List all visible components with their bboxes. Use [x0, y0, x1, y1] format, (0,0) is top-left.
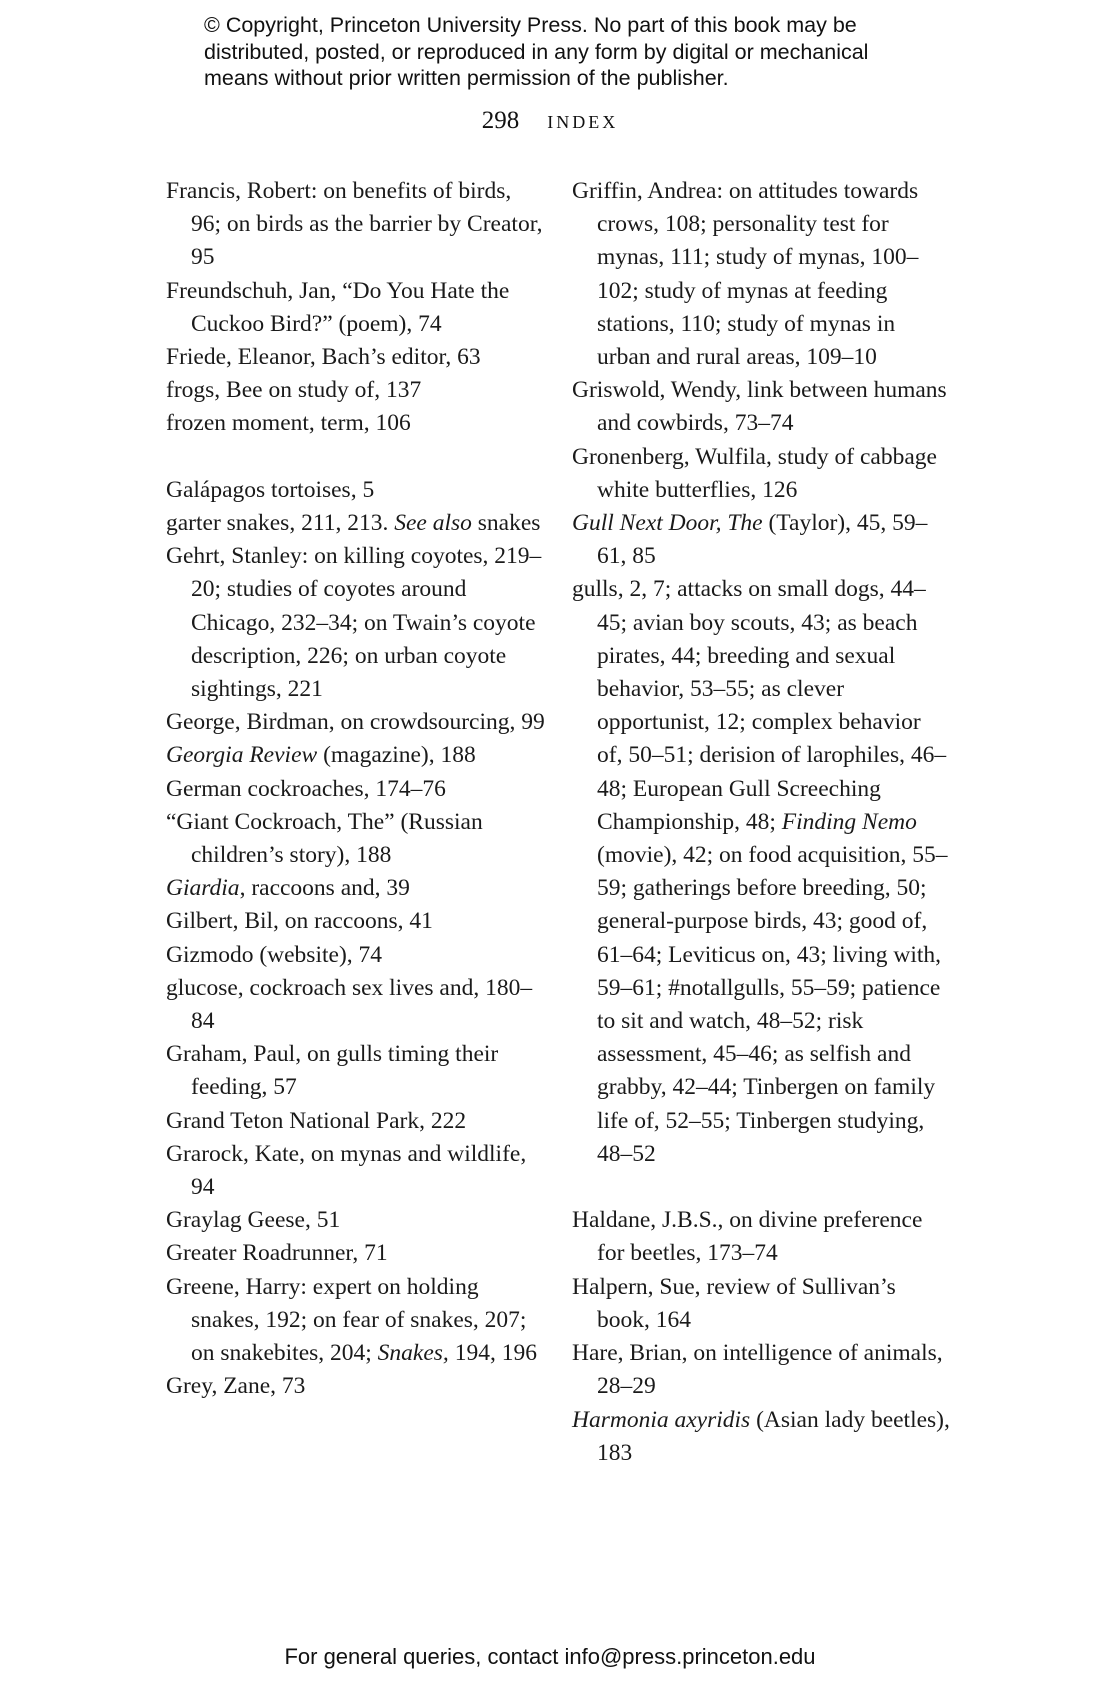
- index-entry: Harmonia axyridis (Asian lady beetles), 183: [572, 1406, 950, 1466]
- running-head: [0, 107, 1100, 135]
- index-entry: Gronenberg, Wulfila, study of cabbage white butterflies, 126: [572, 443, 937, 503]
- index-entry: frozen moment, term, 106: [166, 410, 411, 437]
- index-entry: Gehrt, Stanley: on killing coyotes, 219–20; studies of coyotes around Chicago, 232–34; on Twain’s coyote description, 226; on urban coyote sightings, 221: [166, 543, 542, 703]
- index-entry: Friede, Eleanor, Bach’s editor, 63: [166, 344, 481, 371]
- index-entry: Gizmodo (website), 74: [166, 941, 383, 968]
- index-entry: Grarock, Kate, on mynas and wildlife, 94: [166, 1140, 527, 1201]
- index-entry: Greene, Harry: expert on holding snakes, 192; on fear of snakes, 207; on snakebites, 204; Snakes, 194, 196: [166, 1273, 537, 1367]
- index-entry: Grand Teton National Park, 222: [166, 1107, 467, 1134]
- index-entry: frogs, Bee on study of, 137: [166, 377, 422, 404]
- index-entry: Gilbert, Bil, on raccoons, 41: [166, 908, 433, 935]
- index-entry: Graham, Paul, on gulls timing their feeding, 57: [166, 1041, 499, 1101]
- index-entry: Graylag Geese, 51: [166, 1207, 341, 1234]
- index-entry: Haldane, J.B.S., on divine preference for beetles, 173–74: [572, 1207, 923, 1267]
- copyright-notice: © Copyright, Princeton University Press. No part of this book may be distributed, posted, or reproduced in any form by digital or mechanical means without prior written permission of the publisher.: [204, 13, 869, 90]
- index-entry: Freundschuh, Jan, “Do You Hate the Cuckoo Bird?” (poem), 74: [166, 277, 510, 337]
- index-entry: Griswold, Wendy, link between humans and cowbirds, 73–74: [572, 377, 947, 437]
- index-entry: Halpern, Sue, review of Sullivan’s book, 164: [572, 1273, 896, 1333]
- index-entry: “Giant Cockroach, The” (Russian children’s story), 188: [166, 808, 483, 869]
- index-entry: Francis, Robert: on benefits of birds, 96; on birds as the barrier by Creator, 95: [166, 178, 543, 271]
- index-entry: Giardia, raccoons and, 39: [166, 875, 410, 902]
- index-entry: Greater Roadrunner, 71: [166, 1240, 388, 1267]
- index-entry: Grey, Zane, 73: [166, 1373, 306, 1400]
- index-entry: German cockroaches, 174–76: [166, 775, 446, 802]
- index-entry: Gull Next Door, The (Taylor), 45, 59–61, 85: [572, 510, 928, 570]
- index-entry: Galápagos tortoises, 5: [166, 476, 375, 503]
- index-entry: garter snakes, 211, 213. See also snakes: [166, 510, 541, 537]
- page-number: 298: [481, 107, 520, 134]
- index-entry: glucose, cockroach sex lives and, 180–84: [166, 974, 533, 1035]
- index-column-right: [572, 175, 952, 1470]
- contact-footer: For general queries, contact info@press.princeton.edu: [284, 1644, 816, 1669]
- index-entry: George, Birdman, on crowdsourcing, 99: [166, 709, 545, 736]
- section-title: INDEX: [547, 112, 619, 132]
- index-entry: Griffin, Andrea: on attitudes towards crows, 108; personality test for mynas, 111; study of mynas, 100–102; study of mynas at feeding stations, 110; study of mynas in urban and rural areas, 109–10: [572, 178, 919, 371]
- index-entry: gulls, 2, 7; attacks on small dogs, 44–45; avian boy scouts, 43; as beach pirates, 44; breeding and sexual behavior, 53–55; as clever opportunist, 12; complex behavior of, 50–51; derision of larophiles, 46–48; European Gull Screeching Championship, 48; Finding Nemo (movie), 42; on food acquisition, 55–59; gatherings before breeding, 50; general-purpose birds, 43; good of, 61–64; Leviticus on, 43; living with, 59–61; #notallgulls, 55–59; patience to sit and watch, 48–52; risk assessment, 45–46; as selfish and grabby, 42–44; Tinbergen on family life of, 52–55; Tinbergen studying, 48–52: [572, 576, 948, 1167]
- index-entry: Georgia Review (magazine), 188: [166, 742, 476, 769]
- index-entry: Hare, Brian, on intelligence of animals, 28–29: [572, 1340, 943, 1400]
- index-column-left: [166, 175, 546, 1404]
